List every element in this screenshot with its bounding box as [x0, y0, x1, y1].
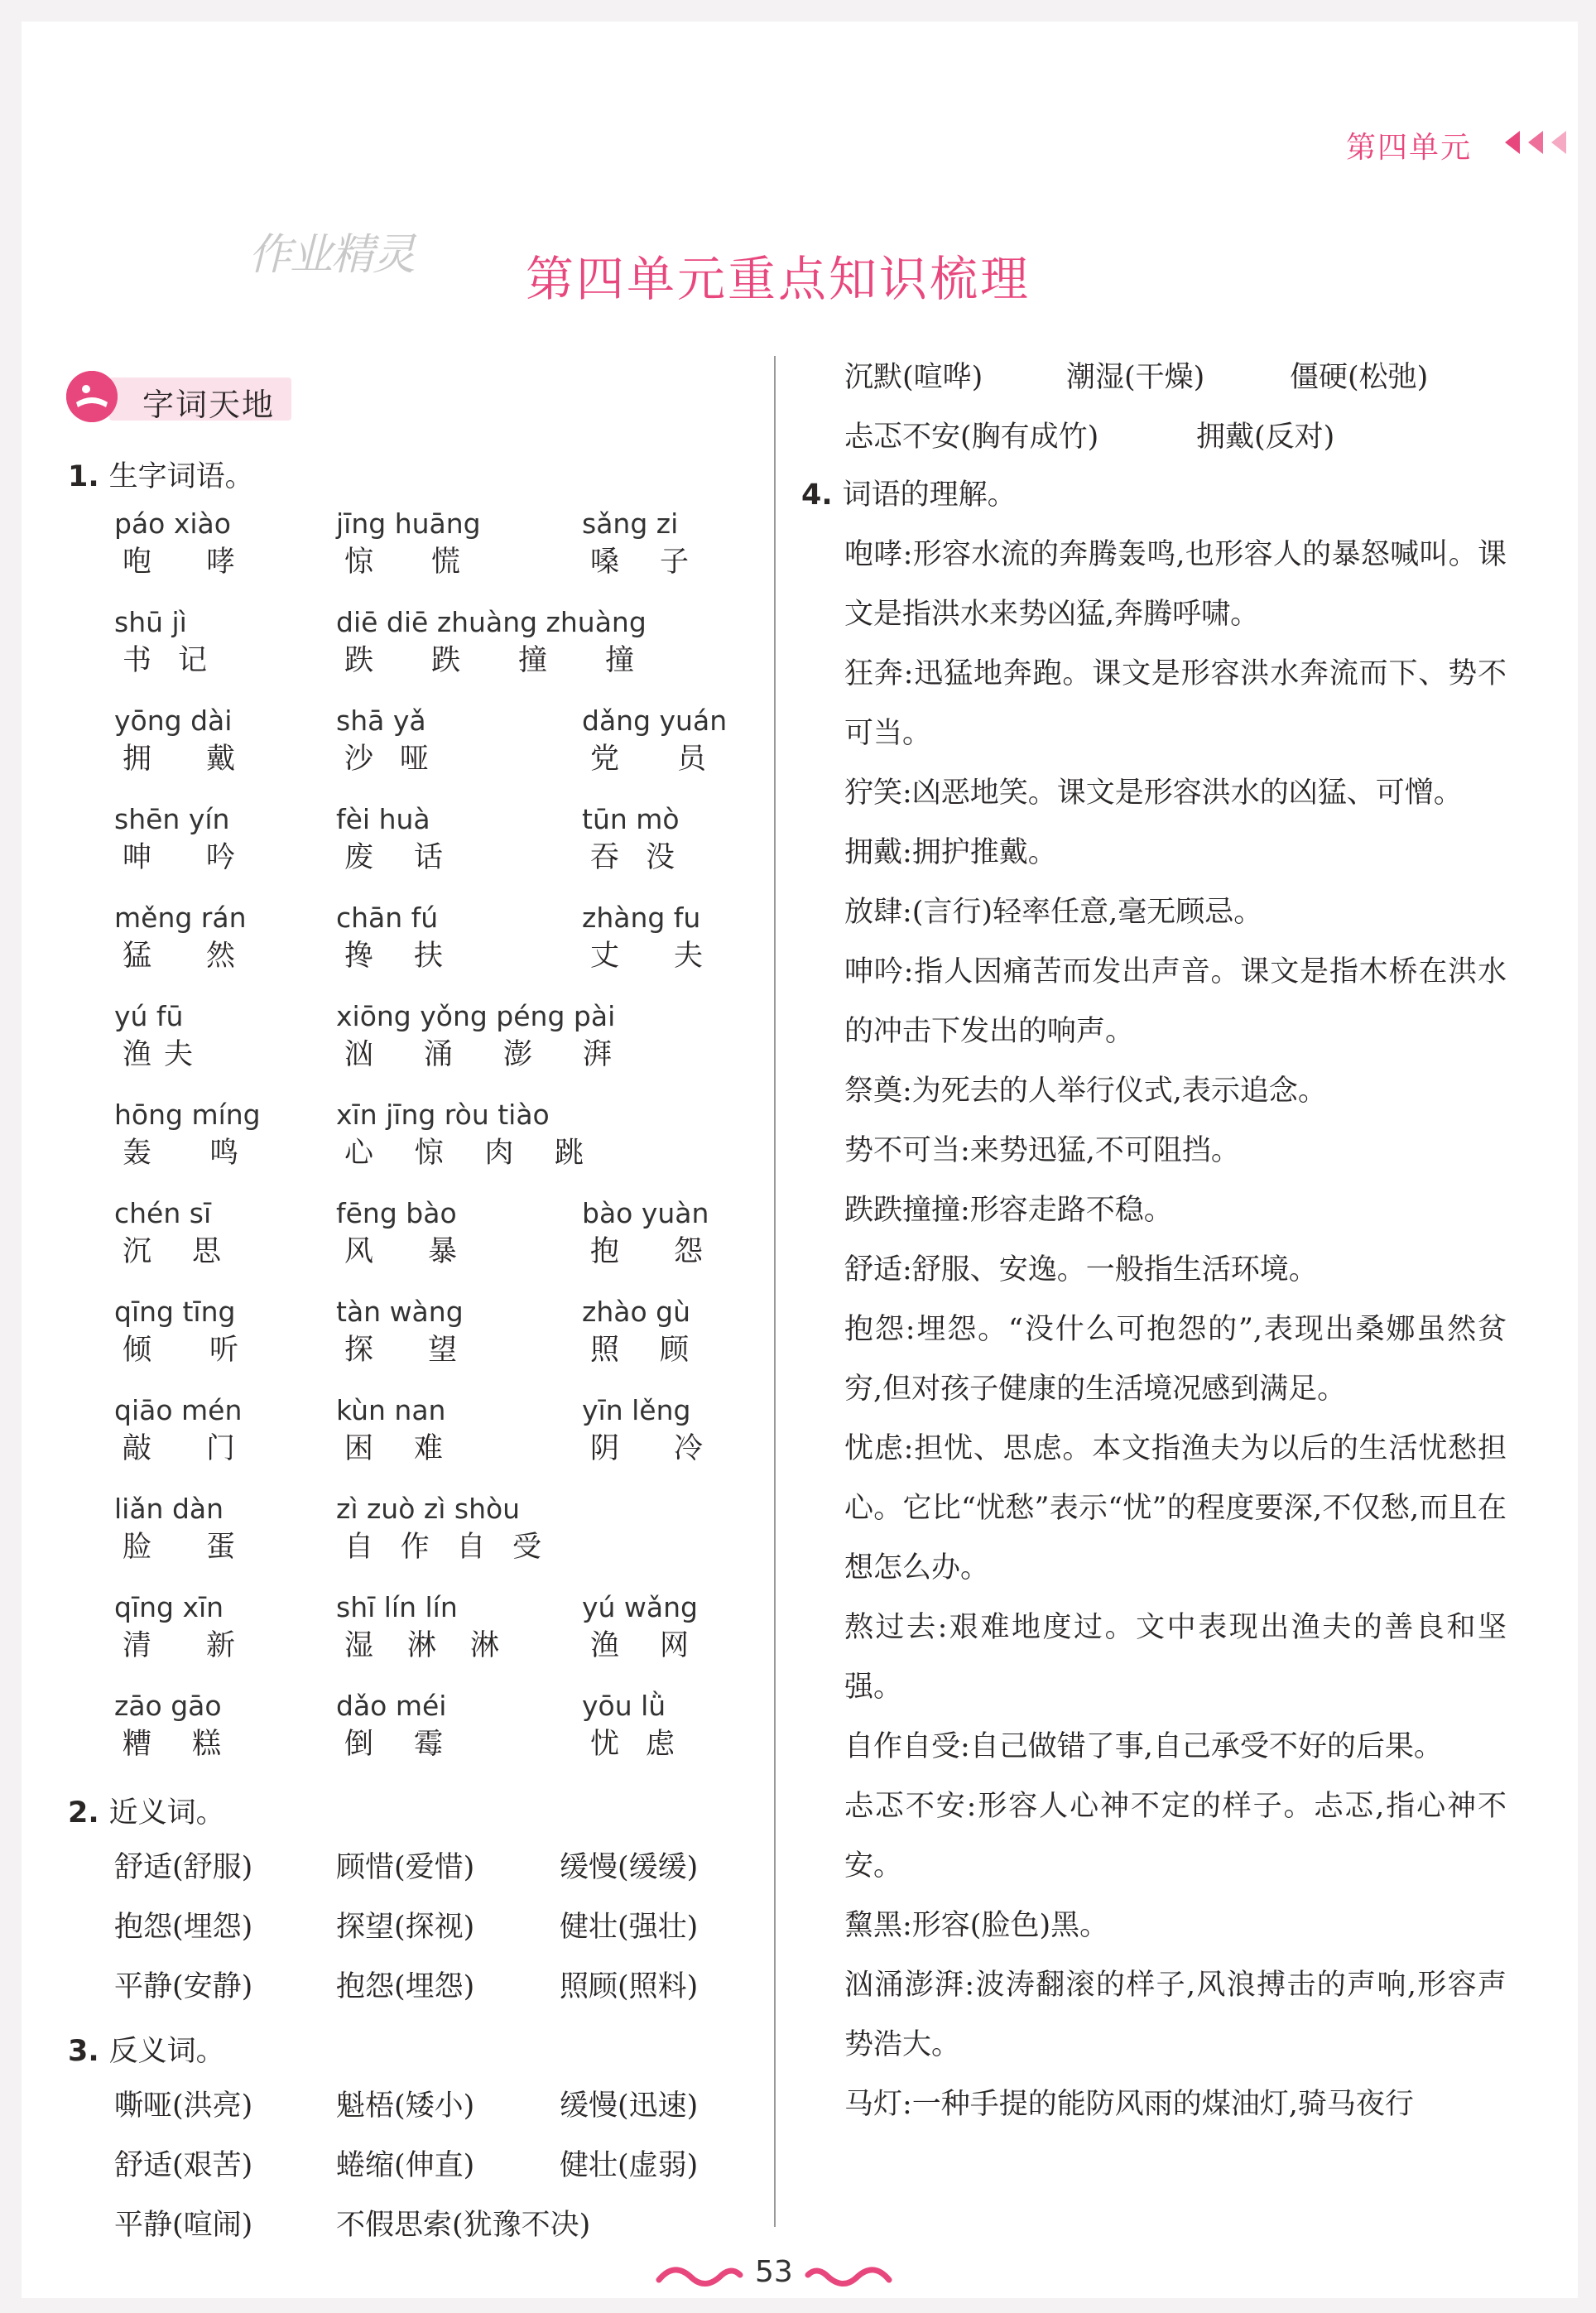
hanzi: 惊慌 — [344, 546, 519, 579]
vocab-item — [582, 505, 729, 581]
hanzi: 风暴 — [344, 1235, 512, 1268]
vocab-item — [336, 899, 483, 975]
vocab-item — [114, 603, 233, 680]
pinyin: yōu lǜ — [582, 1690, 666, 1722]
hanzi: 敲门 — [123, 1432, 291, 1465]
vocab-grid — [114, 505, 765, 1786]
vocab-row — [114, 603, 760, 702]
pinyin: diē diē zhuàng zhuàng — [336, 606, 647, 638]
vocab-item — [336, 603, 692, 680]
definition-entry: 抱怨:埋怨。“没什么可抱怨的”,表现出桑娜虽然贫穷,但对孩子健康的生活境况感到满足。 — [844, 1313, 1507, 1406]
synonym-row — [114, 1904, 768, 1964]
vocab-item — [582, 1195, 757, 1271]
q1-number: 1. — [68, 460, 99, 493]
pinyin: dǎo méi — [336, 1690, 447, 1722]
synonym-pair: 照顾(照料) — [560, 1970, 699, 2003]
synonym-pair: 探望(探视) — [336, 1911, 475, 1944]
vocab-item — [336, 998, 662, 1074]
antonym-pair: 舒适(艰苦) — [114, 2149, 253, 2182]
hanzi: 阴冷 — [590, 1432, 758, 1465]
definition-entry: 自作自受:自己做错了事,自己承受不好的后果。 — [844, 1730, 1443, 1763]
hanzi: 沉思 — [123, 1235, 262, 1268]
pinyin: shā yǎ — [336, 704, 426, 737]
vocab-item — [336, 702, 455, 778]
hanzi: 忧虑 — [590, 1728, 702, 1761]
vocab-item — [582, 1589, 729, 1665]
hanzi: 轰鸣 — [123, 1137, 297, 1170]
vocab-item — [336, 801, 483, 877]
hanzi: 倒霉 — [344, 1728, 484, 1761]
vocab-item — [582, 1293, 729, 1369]
hanzi: 废话 — [344, 841, 484, 874]
vocab-item — [114, 505, 290, 581]
vocab-item — [336, 1687, 483, 1763]
pinyin: qīng xīn — [114, 1591, 224, 1623]
pinyin: chān fú — [336, 902, 439, 934]
hanzi: 猛然 — [123, 940, 291, 973]
pinyin: shū jì — [114, 606, 187, 638]
q3-number: 3. — [68, 2035, 99, 2068]
definition-entry: 狂奔:迅猛地奔跑。课文是形容洪水奔流而下、势不可当。 — [844, 657, 1507, 750]
pinyin: zhào gù — [582, 1296, 691, 1328]
q2-heading — [68, 1790, 225, 1831]
q4-title: 词语的理解。 — [842, 478, 1017, 512]
vocab-item — [336, 1589, 533, 1665]
pinyin: shī lín lín — [336, 1591, 458, 1623]
vocab-item — [114, 1293, 296, 1369]
hanzi: 嗓子 — [590, 546, 730, 579]
vocab-item — [114, 1687, 262, 1763]
pinyin: tàn wàng — [336, 1296, 464, 1328]
pinyin: yīn lěng — [582, 1394, 691, 1426]
q4-heading — [801, 465, 1507, 525]
pinyin: zhàng fu — [582, 902, 701, 934]
definition-list — [844, 525, 1507, 2134]
q2-number: 2. — [68, 1796, 99, 1830]
vocab-item — [336, 1392, 483, 1468]
pinyin: hōng míng — [114, 1099, 261, 1131]
hanzi: 糟糕 — [123, 1728, 262, 1761]
vocab-row — [114, 1490, 760, 1589]
antonym-row — [114, 2142, 768, 2202]
definition-entry: 放肆:(言行)轻率任意,毫无顾忌。 — [844, 896, 1263, 929]
hanzi: 倾听 — [123, 1334, 297, 1367]
hanzi: 汹涌澎湃 — [344, 1038, 663, 1071]
synonym-grid — [114, 1844, 768, 2023]
synonym-pair: 抱怨(埋怨) — [336, 1970, 475, 2003]
hanzi: 照顾 — [590, 1334, 730, 1367]
antonym-continued — [844, 346, 1507, 465]
vocab-row — [114, 1096, 760, 1195]
hanzi: 困难 — [344, 1432, 484, 1465]
antonym-pair: 魁梧(矮小) — [336, 2089, 475, 2123]
vocab-row — [114, 899, 760, 998]
vocab-item — [114, 1490, 290, 1566]
hanzi: 丈夫 — [590, 940, 758, 973]
hanzi: 拥戴 — [123, 743, 291, 776]
pinyin: qīng tīng — [114, 1296, 236, 1328]
vocab-row — [114, 801, 760, 899]
pinyin: xīn jīng ròu tiào — [336, 1099, 550, 1131]
hanzi: 跌跌撞撞 — [344, 644, 693, 677]
pinyin: jīng huāng — [336, 507, 481, 540]
definition-entry: 跌跌撞撞:形容走路不稳。 — [844, 1194, 1173, 1227]
synonym-pair: 抱怨(埋怨) — [114, 1911, 253, 1944]
unit-header — [1346, 124, 1472, 166]
q1-heading — [68, 454, 254, 495]
definition-entry: 狞笑:凶恶地笑。课文是形容洪水的凶猛、可憎。 — [844, 777, 1463, 810]
synonym-row — [114, 1964, 768, 2023]
vocab-row — [114, 1687, 760, 1786]
vocab-row — [114, 1589, 760, 1687]
definition-entry: 忧虑:担忧、思虑。本文指渔夫为以后的生活忧愁担心。它比“忧愁”表示“忧”的程度要深,不仅愁,而且在想怎么办。 — [844, 1432, 1507, 1584]
q3-heading — [68, 2028, 225, 2070]
vocab-item — [582, 702, 764, 778]
vocab-item — [114, 1589, 290, 1665]
hanzi: 呻吟 — [123, 841, 291, 874]
vocab-item — [336, 1490, 569, 1566]
vocab-item — [582, 899, 757, 975]
pinyin: páo xiào — [114, 507, 231, 540]
definition-entry: 拥戴:拥护推戴。 — [844, 836, 1057, 869]
hanzi: 咆哮 — [123, 546, 291, 579]
pinyin: dǎng yuán — [582, 704, 728, 737]
antonym-grid — [114, 2083, 768, 2262]
definition-entry: 马灯:一种手提的能防风雨的煤油灯,骑马夜行 — [844, 2088, 1414, 2121]
pinyin: fēng bào — [336, 1197, 457, 1229]
synonym-row — [114, 1844, 768, 1904]
hanzi: 渔网 — [590, 1629, 730, 1662]
watermark-logo: 作业精灵 — [248, 230, 415, 280]
vocab-item — [114, 801, 290, 877]
vocab-item — [114, 702, 290, 778]
antonym-pair: 潮湿(干燥) — [1066, 361, 1205, 394]
section-icon — [66, 371, 118, 422]
hanzi: 探望 — [344, 1334, 512, 1367]
hanzi: 搀扶 — [344, 940, 484, 973]
antonym-pair: 缓慢(迅速) — [560, 2089, 699, 2123]
page-title: 第四单元重点知识梳理 — [526, 251, 1031, 307]
page-footer — [654, 2252, 902, 2301]
left-swirl-icon — [654, 2258, 745, 2295]
column-divider — [774, 356, 776, 2227]
vocab-item — [114, 1096, 296, 1172]
antonym-row — [844, 346, 1507, 406]
pinyin: kùn nan — [336, 1394, 446, 1426]
hanzi: 渔夫 — [123, 1038, 206, 1071]
hanzi: 书记 — [123, 644, 234, 677]
synonym-pair: 顾惜(爱惜) — [336, 1851, 475, 1884]
pinyin: fèi huà — [336, 803, 430, 835]
page-number: 53 — [755, 2255, 793, 2289]
synonym-pair: 舒适(舒服) — [114, 1851, 253, 1884]
hanzi: 党员 — [590, 743, 765, 776]
right-swirl-icon — [803, 2258, 894, 2295]
q3-title: 反义词。 — [108, 2035, 225, 2068]
pinyin: liǎn dàn — [114, 1493, 224, 1525]
definition-entry: 呻吟:指人因痛苦而发出声音。课文是指木桥在洪水的冲击下发出的响声。 — [844, 955, 1507, 1048]
q1-title: 生字词语。 — [108, 460, 254, 493]
definition-entry: 忐忑不安:形容人心神不定的样子。忐忑,指心神不安。 — [844, 1790, 1507, 1883]
pinyin: chén sī — [114, 1197, 212, 1229]
vocab-row — [114, 1293, 760, 1392]
vocab-item — [336, 505, 518, 581]
vocab-item — [336, 1096, 625, 1172]
pinyin: bào yuàn — [582, 1197, 709, 1229]
antonym-pair: 健壮(虚弱) — [560, 2149, 699, 2182]
q2-title: 近义词。 — [108, 1796, 225, 1830]
synonym-pair: 缓慢(缓缓) — [560, 1851, 699, 1884]
definition-entry: 祭奠:为死去的人举行仪式,表示追念。 — [844, 1075, 1327, 1108]
hanzi: 清新 — [123, 1629, 291, 1662]
triangle-arrows-icon — [1503, 126, 1596, 159]
vocab-item — [582, 1392, 757, 1468]
definition-entry: 舒适:舒服、安逸。一般指生活环境。 — [844, 1253, 1318, 1286]
antonym-pair: 不假思索(犹豫不决) — [336, 2209, 591, 2242]
vocab-item — [114, 899, 290, 975]
vocab-item — [336, 1195, 512, 1271]
section-label: 字词天地 — [142, 387, 276, 423]
hanzi: 脸蛋 — [123, 1531, 291, 1564]
pinyin: yōng dài — [114, 704, 233, 737]
hanzi: 心惊肉跳 — [344, 1137, 625, 1170]
hanzi: 自作自受 — [344, 1531, 569, 1564]
vocab-row — [114, 1392, 760, 1490]
synonym-pair: 平静(安静) — [114, 1970, 253, 2003]
antonym-row — [844, 406, 1507, 465]
unit-label: 第四单元 — [1345, 131, 1472, 165]
hanzi: 湿淋淋 — [344, 1629, 534, 1662]
pinyin: qiāo mén — [114, 1394, 243, 1426]
vocab-item — [114, 998, 205, 1074]
antonym-pair: 蜷缩(伸直) — [336, 2149, 475, 2182]
vocab-item — [582, 801, 701, 877]
pinyin: xiōng yǒng péng pài — [336, 1000, 616, 1032]
pinyin: sǎng zi — [582, 507, 679, 540]
definition-entry: 黧黑:形容(脸色)黑。 — [844, 1909, 1109, 1942]
antonym-pair: 忐忑不安(胸有成竹) — [844, 421, 1099, 454]
antonym-pair: 沉默(喧哗) — [844, 361, 983, 394]
vocab-item — [114, 1195, 262, 1271]
right-column — [801, 346, 1507, 2134]
synonym-pair: 健壮(强壮) — [560, 1911, 699, 1944]
vocab-row — [114, 702, 765, 801]
pinyin: yú fū — [114, 1000, 184, 1032]
pinyin: měng rán — [114, 902, 247, 934]
antonym-row — [114, 2083, 768, 2142]
hanzi: 抱怨 — [590, 1235, 758, 1268]
antonym-pair: 拥戴(反对) — [1196, 421, 1335, 454]
definition-entry: 熬过去:艰难地度过。文中表现出渔夫的善良和坚强。 — [844, 1611, 1507, 1704]
antonym-pair: 僵硬(松弛) — [1290, 361, 1429, 394]
definition-entry: 汹涌澎湃:波涛翻滚的样子,风浪搏击的声响,形容声势浩大。 — [844, 1969, 1507, 2061]
hanzi: 沙哑 — [344, 743, 456, 776]
pinyin: yú wǎng — [582, 1591, 699, 1623]
vocab-row — [114, 998, 760, 1096]
section-header — [66, 371, 298, 426]
q4-number: 4. — [801, 478, 833, 512]
vocab-row — [114, 1195, 760, 1293]
vocab-item — [336, 1293, 512, 1369]
antonym-pair: 平静(喧闹) — [114, 2209, 253, 2242]
vocab-item — [582, 1687, 701, 1763]
pinyin: shēn yín — [114, 803, 230, 835]
vocab-item — [114, 1392, 290, 1468]
pinyin: zì zuò zì shòu — [336, 1493, 521, 1525]
definition-entry: 咆哮:形容水流的奔腾轰鸣,也形容人的暴怒喊叫。课文是指洪水来势凶猛,奔腾呼啸。 — [844, 538, 1507, 631]
definition-entry: 势不可当:来势迅猛,不可阻挡。 — [844, 1134, 1240, 1167]
hanzi: 吞没 — [590, 841, 702, 874]
vocab-row — [114, 505, 760, 603]
antonym-pair: 嘶哑(洪亮) — [114, 2089, 253, 2123]
pinyin: zāo gāo — [114, 1690, 222, 1722]
pinyin: tūn mò — [582, 803, 680, 835]
